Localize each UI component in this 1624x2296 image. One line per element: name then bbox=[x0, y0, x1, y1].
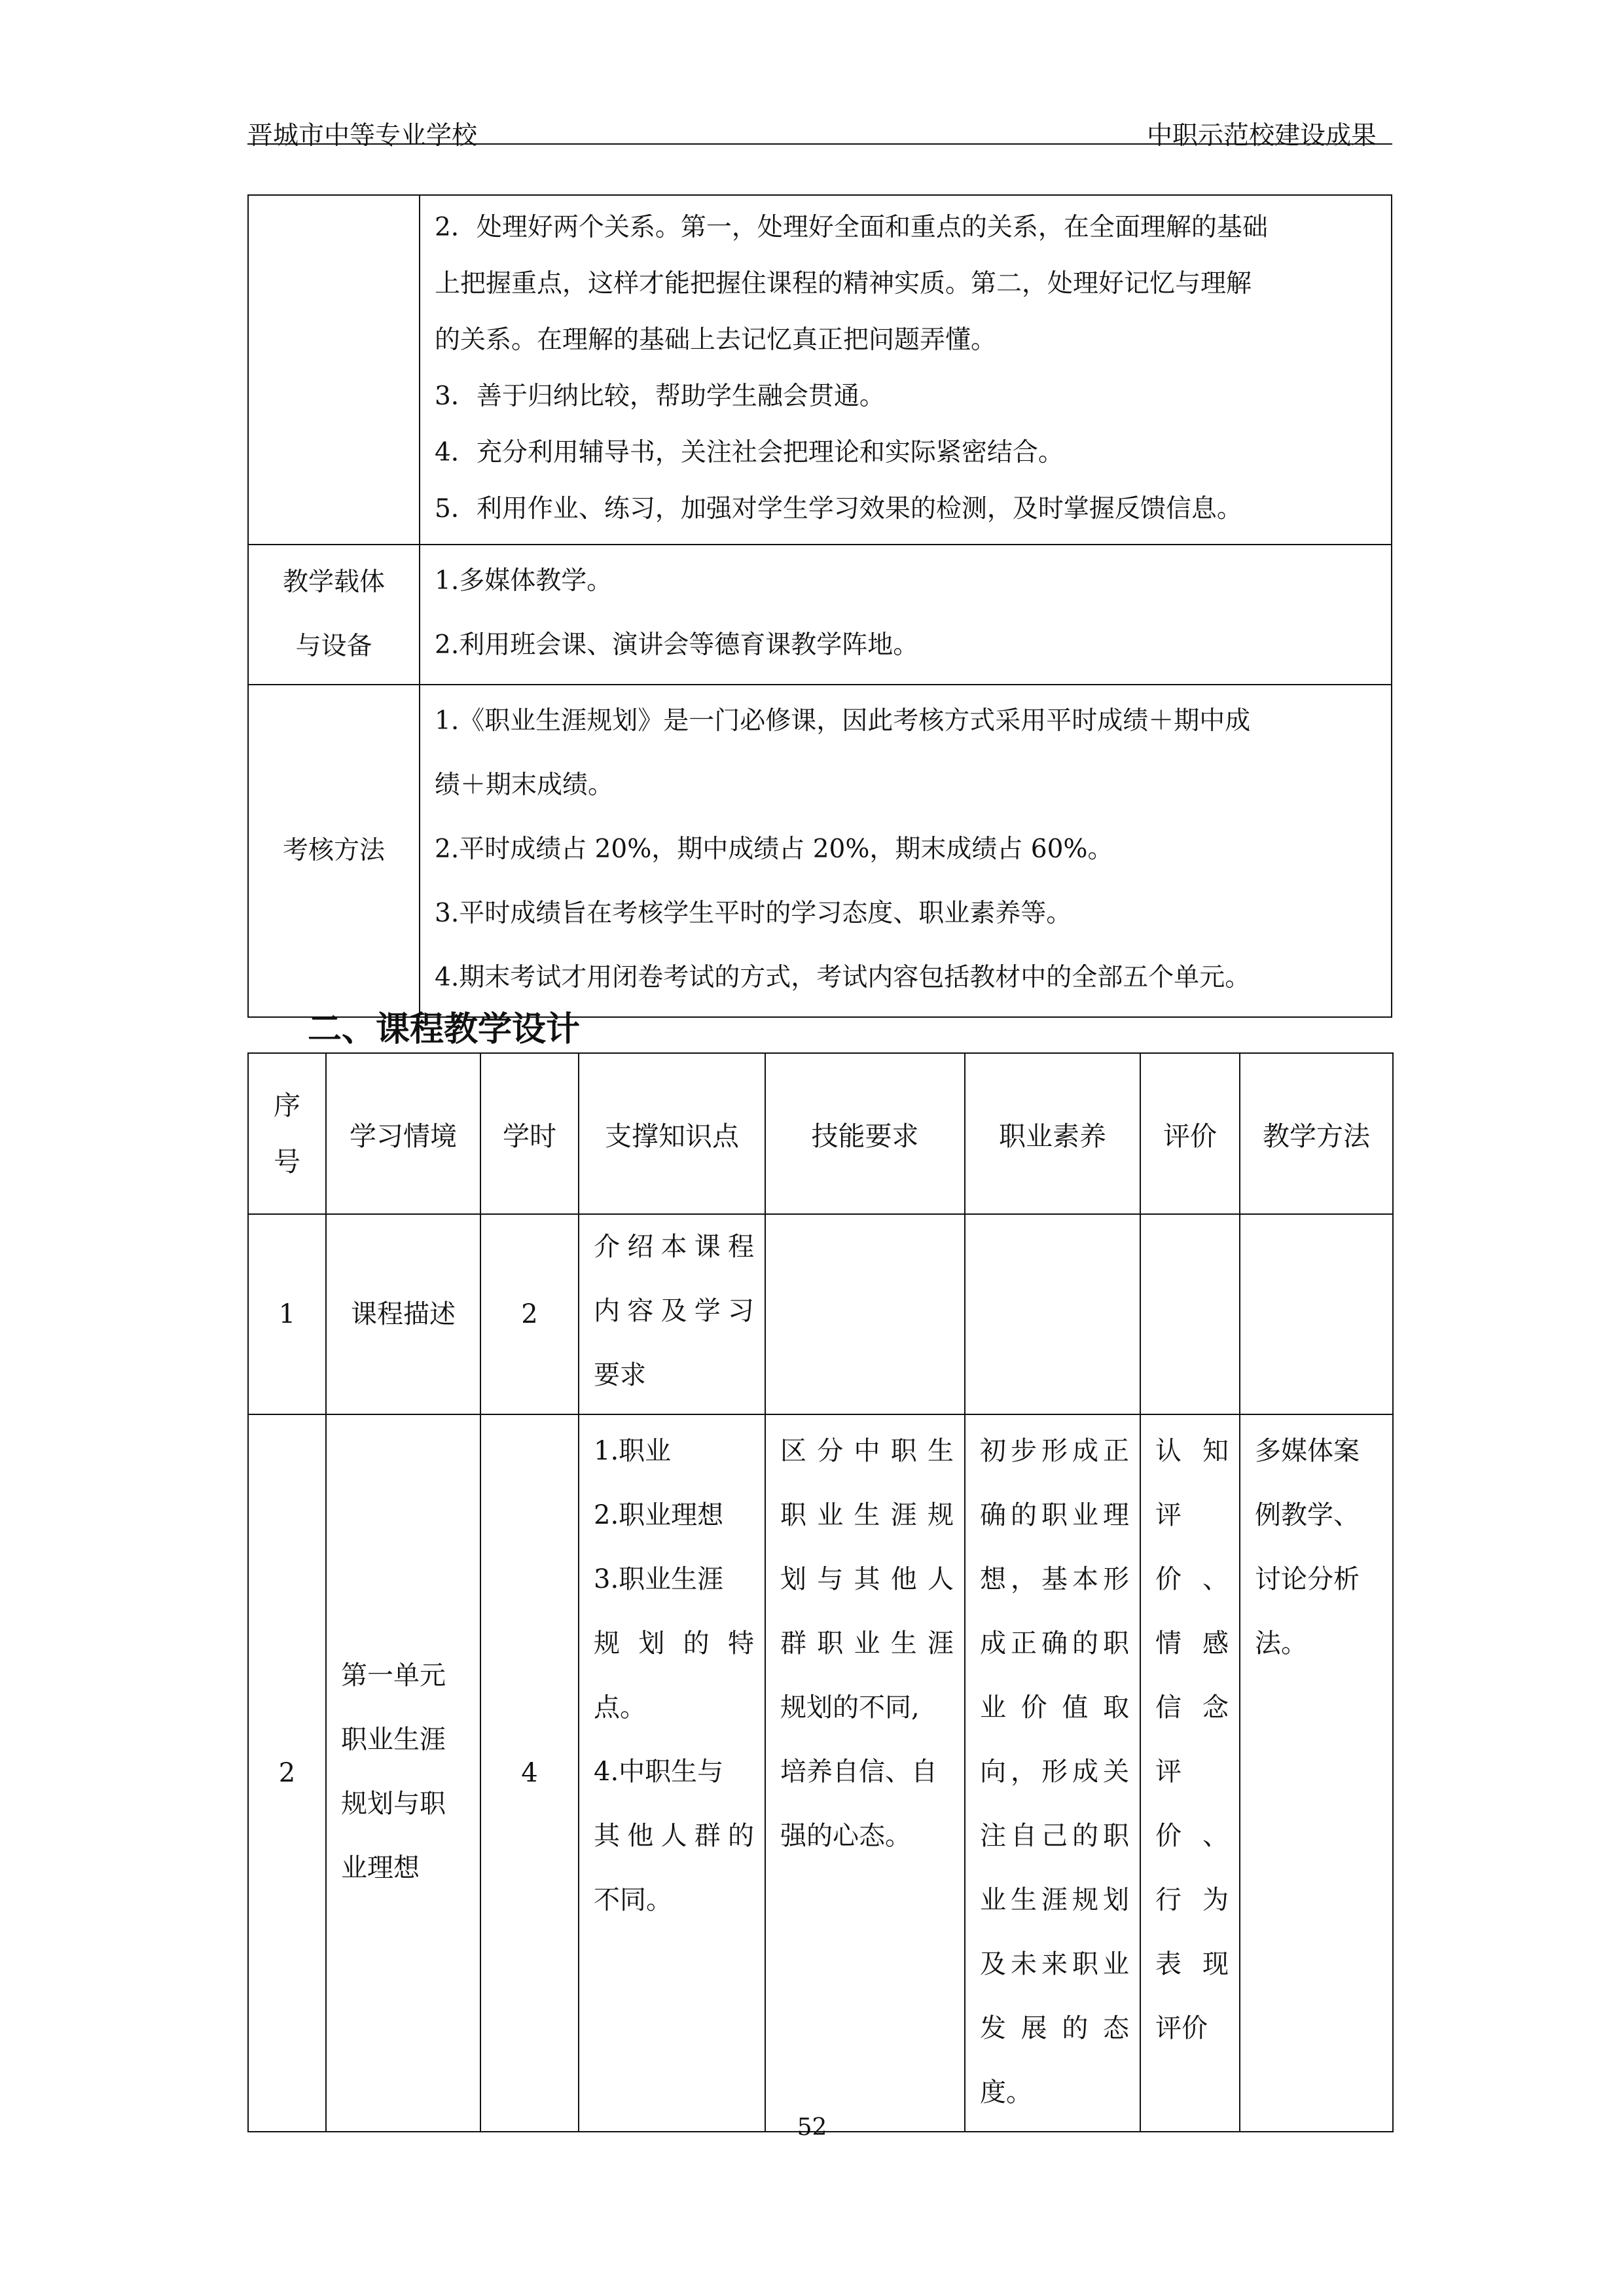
header-doc-title: 中职示范校建设成果 bbox=[1146, 121, 1377, 151]
text-line: 2.平时成绩占 20%，期中成绩占 20%，期末成绩占 60%。 bbox=[435, 834, 1113, 864]
cell-context: 课程描述 bbox=[326, 1214, 480, 1414]
text-line: 4.期末考试才用闭卷考试的方式，考试内容包括教材中的全部五个单元。 bbox=[435, 963, 1251, 992]
text-line: 绩＋期末成绩。 bbox=[435, 770, 614, 800]
page-number: 52 bbox=[797, 2114, 827, 2141]
label-line: 教学载体 bbox=[282, 567, 385, 597]
cell-literacy: 初步形成正 确的职业理 想，基本形 成正确的职 业价值取 向，形成关 注自己的职 业生涯规划 及未来职业 发展的态 度。 bbox=[965, 1414, 1140, 2132]
text-line: 3．善于归纳比较，帮助学生融会贯通。 bbox=[435, 382, 885, 411]
course-design-table bbox=[247, 1052, 1394, 2132]
table-row bbox=[248, 545, 1392, 685]
cell-evaluation bbox=[1140, 1214, 1240, 1414]
cell-evaluation: 认知 评 价、 情感 信念 评 价、 行为 表现 评价 bbox=[1140, 1414, 1240, 2132]
media-cell bbox=[420, 545, 1392, 685]
cell-skills: 区分中职生 职业生涯规 划与其他人 群职业生涯 规划的不同, 培养自信、自 强的心态。 bbox=[765, 1414, 965, 2132]
row-label-assessment: 考核方法 bbox=[248, 685, 420, 1017]
table-header-row bbox=[248, 1053, 1393, 1214]
course-info-table bbox=[247, 194, 1392, 1018]
text-line: 上把握重点，这样才能把握住课程的精神实质。第二，处理好记忆与理解 bbox=[435, 269, 1252, 298]
col-header-seq: 序 号 bbox=[248, 1053, 326, 1214]
text-line: 1.《职业生涯规划》是一门必修课，因此考核方式采用平时成绩＋期中成 bbox=[435, 706, 1251, 736]
col-header-literacy: 职业素养 bbox=[965, 1053, 1140, 1214]
assessment-cell bbox=[420, 685, 1392, 1017]
cell-knowledge: 1.职业 2.职业理想 3.职业生涯 规划的特 点。 4.中职生与 其他人群的 不同。 bbox=[579, 1414, 765, 2132]
cell-hours: 2 bbox=[480, 1214, 579, 1414]
text-line: 4．充分利用辅导书，关注社会把理论和实际紧密结合。 bbox=[435, 438, 1064, 467]
col-header-method: 教学方法 bbox=[1240, 1053, 1393, 1214]
text-line: 3.平时成绩旨在考核学生平时的学习态度、职业素养等。 bbox=[435, 899, 1072, 928]
text-line: 的关系。在理解的基础上去记忆真正把问题弄懂。 bbox=[435, 325, 997, 355]
row-label-media bbox=[248, 545, 420, 685]
cell-context: 第一单元 职业生涯 规划与职 业理想 bbox=[326, 1414, 480, 2132]
table-row bbox=[248, 685, 1392, 1017]
cell-literacy bbox=[965, 1214, 1140, 1414]
cell-seq: 1 bbox=[248, 1214, 326, 1414]
col-header-skills: 技能要求 bbox=[765, 1053, 965, 1214]
table-row bbox=[248, 1414, 1393, 2132]
text-line: 2．处理好两个关系。第一，处理好全面和重点的关系，在全面理解的基础 bbox=[435, 213, 1268, 242]
cell-hours: 4 bbox=[480, 1414, 579, 2132]
cell-method bbox=[1240, 1214, 1393, 1414]
cell-method: 多媒体案 例教学、 讨论分析 法。 bbox=[1240, 1414, 1393, 2132]
text-line: 5．利用作业、练习，加强对学生学习效果的检测，及时掌握反馈信息。 bbox=[435, 494, 1242, 524]
cell-skills bbox=[765, 1214, 965, 1414]
label-line: 与设备 bbox=[295, 632, 372, 661]
col-header-knowledge: 支撑知识点 bbox=[579, 1053, 765, 1214]
text-line: 2.利用班会课、演讲会等德育课教学阵地。 bbox=[435, 630, 919, 660]
row-label-empty bbox=[248, 195, 420, 545]
teaching-notes-cell bbox=[420, 195, 1392, 545]
col-header-evaluation: 评价 bbox=[1140, 1053, 1240, 1214]
header-divider bbox=[247, 143, 1392, 145]
text-line: 1.多媒体教学。 bbox=[435, 566, 613, 596]
table-row bbox=[248, 195, 1392, 545]
section-title: 二、课程教学设计 bbox=[308, 1010, 581, 1049]
header-school-name: 晋城市中等专业学校 bbox=[247, 121, 478, 151]
table-row bbox=[248, 1214, 1393, 1414]
cell-seq: 2 bbox=[248, 1414, 326, 2132]
col-header-hours: 学时 bbox=[480, 1053, 579, 1214]
col-header-context: 学习情境 bbox=[326, 1053, 480, 1214]
cell-knowledge: 介绍本课程 内容及学习 要求 bbox=[579, 1214, 765, 1414]
